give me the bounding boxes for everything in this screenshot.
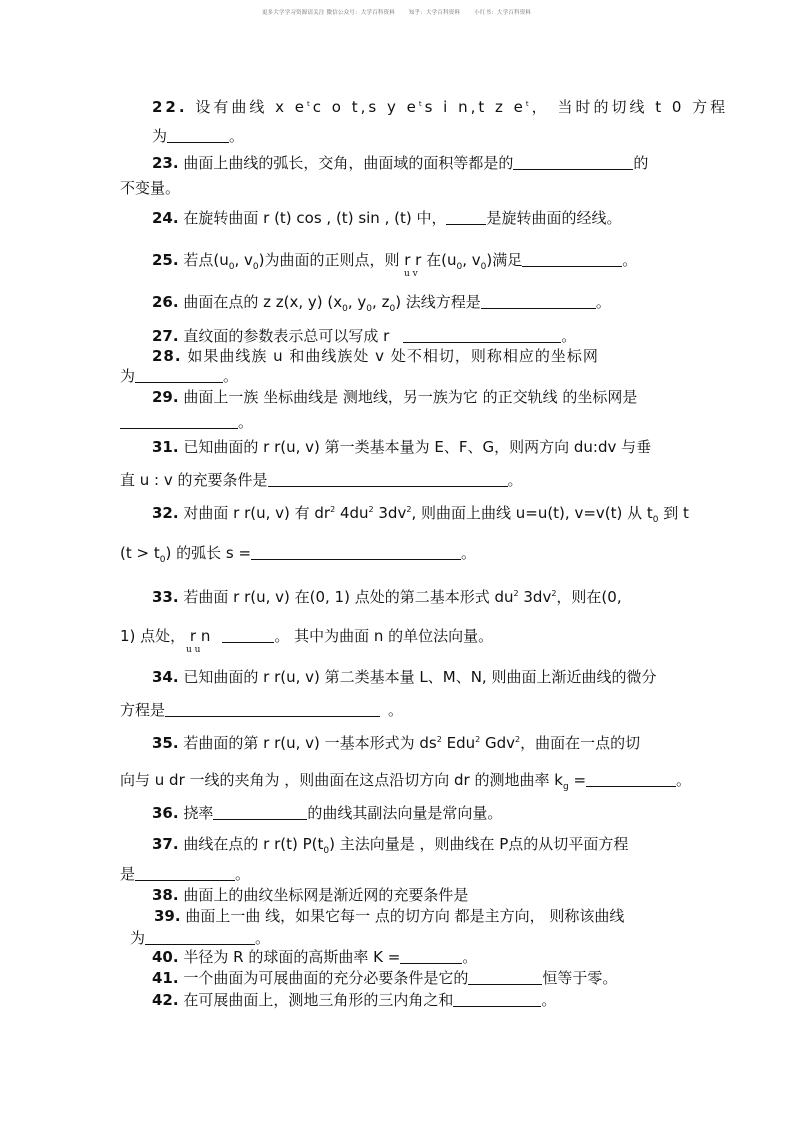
subscript: 0: [480, 262, 487, 272]
question-35-line1: [152, 730, 640, 753]
question-38: [152, 885, 468, 905]
question-text: 到 t: [658, 504, 689, 522]
question-34-line1: [152, 667, 656, 687]
question-text: 向与 u dr 一线的夹角为 ，则曲面在这点沿切方向 dr 的测地曲率 k: [120, 771, 563, 789]
answer-blank[interactable]: [145, 929, 255, 945]
answer-blank[interactable]: [403, 327, 561, 343]
subscript: 0: [652, 515, 659, 525]
question-23-line1: [152, 153, 648, 173]
question-text: 为: [130, 929, 146, 947]
superscript: 2: [515, 735, 521, 744]
question-number: 33.: [152, 588, 179, 606]
question-22-line1: [152, 94, 728, 117]
subscript: 0: [389, 304, 396, 314]
question-text: 设有曲线 x e: [195, 98, 308, 116]
question-text: 为: [152, 127, 168, 145]
superscript: t: [307, 100, 313, 108]
question-text: 是: [120, 865, 136, 883]
question-25: [152, 250, 637, 277]
question-text: 对曲面 r r(u, v) 有 dr: [183, 504, 331, 522]
question-text: 挠率: [183, 804, 214, 822]
header-part-2: 知乎：大学百科资料: [408, 10, 461, 16]
question-text: 。: [595, 293, 611, 311]
question-text: ) 法线方程是: [395, 293, 481, 311]
question-33-subscripts: u u: [186, 645, 201, 655]
question-text: Gdv: [480, 734, 515, 752]
header-part-3: 小红书：大学百科资料: [474, 10, 532, 16]
question-text: 在可展曲面上，测地三角形的三内角之和: [183, 991, 454, 1009]
question-text: 。: [676, 771, 692, 789]
question-text: 。 其中为曲面 n 的单位法向量。: [274, 627, 494, 645]
question-text: )为曲面的正则点，则 r r 在(u: [258, 251, 457, 269]
question-37-line2: [120, 864, 250, 884]
question-42: [152, 990, 556, 1010]
question-text: 半径为 R 的球面的高斯曲率 K =: [183, 948, 401, 966]
question-number: 37.: [152, 835, 179, 853]
question-number: 41.: [152, 969, 179, 987]
question-text: c o t,s y e: [312, 98, 419, 116]
question-31-line1: [152, 437, 651, 457]
subscript: 0: [323, 846, 330, 856]
question-text: 若点(u: [183, 251, 229, 269]
question-text: 的: [633, 154, 649, 172]
question-text: 。: [255, 929, 271, 947]
superscript: t: [525, 100, 532, 108]
question-text: 。: [507, 471, 523, 489]
question-text: ) 主法向量是 ，则曲线在 P点的从切平面方程: [329, 835, 629, 853]
question-31-line2: [120, 470, 523, 490]
question-text: 的曲线其副法向量是常向量。: [307, 804, 503, 822]
answer-blank[interactable]: [453, 991, 541, 1007]
question-33-line2: [120, 626, 493, 646]
answer-blank[interactable]: [513, 154, 633, 170]
question-23-line2: [120, 178, 180, 198]
question-32-line1: [152, 500, 689, 530]
question-text: 为: [120, 367, 136, 385]
question-text: 3dv: [518, 588, 552, 606]
question-text: =: [568, 771, 587, 789]
subscript: g: [562, 782, 569, 792]
question-text: 若曲面 r r(u, v) 在(0, 1) 点处的第二基本形式 du: [183, 588, 514, 606]
question-number: 28.: [152, 347, 182, 365]
answer-blank[interactable]: [222, 627, 274, 643]
question-text: 。: [223, 367, 239, 385]
question-text: s i n,t z e: [424, 98, 526, 116]
question-text: 1) 点处， r n: [120, 627, 211, 645]
question-text: 恒等于零。: [542, 969, 618, 987]
question-36: [152, 803, 502, 823]
question-text: 若曲面的第 r r(u, v) 一基本形式为 ds: [183, 734, 437, 752]
question-text: 已知曲面的 r r(u, v) 第一类基本量为 E、F、G，则两方向 du:dv 与垂: [183, 438, 652, 456]
question-text: , z: [372, 293, 390, 311]
question-text: )满足: [486, 251, 523, 269]
superscript: 2: [436, 735, 442, 744]
question-text: 3dv: [373, 504, 407, 522]
answer-blank[interactable]: [468, 969, 542, 985]
question-text: , 则曲面上曲线 u=u(t), v=v(t) 从 t: [411, 504, 653, 522]
question-29-line2: [120, 412, 253, 432]
answer-blank[interactable]: [135, 367, 223, 383]
page-header: [0, 8, 793, 16]
question-text: , v: [234, 251, 253, 269]
question-text: 直 u : v 的充要条件是: [120, 471, 268, 489]
question-34-line2: [120, 700, 403, 720]
question-text: 曲面上一族 坐标曲线是 测地线，另一族为它 的正交轨线 的坐标网是: [183, 388, 638, 406]
question-39-line2: [130, 928, 270, 948]
answer-blank[interactable]: [251, 544, 461, 560]
question-text: , y: [347, 293, 367, 311]
question-text: 曲面上一曲 线，如果它每一 点的切方向 都是主方向， 则称该曲线: [185, 907, 625, 925]
answer-blank[interactable]: [586, 771, 676, 787]
answer-blank[interactable]: [120, 413, 238, 429]
question-text: 。: [561, 327, 577, 345]
question-text: 。: [229, 127, 245, 145]
question-number: 22.: [152, 98, 188, 116]
subscript: 0: [159, 555, 166, 565]
question-27: [152, 326, 576, 346]
question-number: 40.: [152, 948, 179, 966]
question-text: ，曲面在一点的切: [520, 734, 641, 752]
question-text: 曲面上的曲纹坐标网是渐近网的充要条件是: [183, 886, 469, 904]
question-29-line1: [152, 387, 637, 407]
superscript: 2: [551, 589, 557, 598]
question-40: [152, 947, 477, 967]
question-number: 29.: [152, 388, 179, 406]
question-text: 。: [238, 413, 254, 431]
question-number: 39.: [154, 907, 181, 925]
question-text: 如果曲线族 u 和曲线族处 v 处不相切，则称相应的坐标网: [187, 347, 599, 365]
answer-blank[interactable]: [400, 948, 462, 964]
superscript: t: [418, 100, 425, 108]
question-number: 27.: [152, 327, 179, 345]
question-28-line1: [152, 346, 599, 366]
question-number: 25.: [152, 251, 179, 269]
question-number: 23.: [152, 154, 179, 172]
answer-blank[interactable]: [165, 701, 380, 717]
subscript: 0: [366, 304, 373, 314]
question-text: ) 的弧长 s =: [165, 544, 252, 562]
question-number: 38.: [152, 886, 179, 904]
question-text: 直纹面的参数表示总可以写成 r: [183, 327, 390, 345]
question-28-line2: [120, 366, 238, 386]
superscript: 2: [330, 505, 336, 514]
subscript: 0: [252, 262, 259, 272]
superscript: 2: [513, 589, 519, 598]
question-text: 。: [388, 701, 404, 719]
question-number: 32.: [152, 504, 179, 522]
question-41: [152, 968, 617, 988]
question-text: 。: [541, 991, 557, 1009]
question-text: 不变量。: [120, 179, 181, 197]
question-text: 4du: [335, 504, 369, 522]
question-text: 在旋转曲面 r (t) cos , (t) sin , (t) 中，: [183, 209, 447, 227]
question-text: 曲面上曲线的弧长，交角，曲面域的面积等都是的: [183, 154, 514, 172]
subscript: 0: [456, 262, 463, 272]
question-25-subscripts: u v: [404, 269, 418, 279]
superscript: 2: [368, 505, 374, 514]
header-part-1: 更多大学学习资源请关注 微信公众号：大学百科资料: [261, 10, 395, 16]
question-text: 。: [622, 251, 638, 269]
question-text: 曲面在点的 z z(x, y) (x: [183, 293, 343, 311]
question-22-line2: [152, 126, 244, 146]
answer-blank[interactable]: [268, 471, 508, 487]
question-number: 31.: [152, 438, 179, 456]
question-24: [152, 208, 621, 228]
question-number: 26.: [152, 293, 179, 311]
question-text: ， 当时的切线 t 0 方程: [531, 98, 729, 116]
subscript: 0: [228, 262, 235, 272]
question-text: 曲线在点的 r r(t) P(t: [183, 835, 324, 853]
superscript: 2: [406, 505, 412, 514]
question-text: 。: [462, 948, 478, 966]
question-33-line1: [152, 584, 622, 607]
question-32-line2: [120, 543, 476, 570]
superscript: 2: [475, 735, 481, 744]
question-text: Edu: [441, 734, 476, 752]
question-35-line2: [120, 770, 691, 797]
question-number: 36.: [152, 804, 179, 822]
question-26: [152, 292, 611, 319]
answer-blank[interactable]: [522, 251, 622, 267]
question-number: 35.: [152, 734, 179, 752]
answer-blank[interactable]: [135, 865, 235, 881]
question-text: (t > t: [120, 544, 160, 562]
question-text: 方程是: [120, 701, 166, 719]
question-number: 42.: [152, 991, 179, 1009]
answer-blank[interactable]: [446, 209, 486, 225]
answer-blank[interactable]: [481, 293, 596, 309]
question-text: 一个曲面为可展曲面的充分必要条件是它的: [183, 969, 469, 987]
question-37-line1: [152, 834, 628, 861]
question-number: 34.: [152, 668, 179, 686]
question-number: 24.: [152, 209, 179, 227]
question-text: 已知曲面的 r r(u, v) 第二类基本量 L、M、N, 则曲面上渐近曲线的微分: [183, 668, 657, 686]
question-39-line1: [154, 906, 624, 926]
question-text: 。: [235, 865, 251, 883]
question-text: , v: [462, 251, 481, 269]
answer-blank[interactable]: [167, 127, 229, 143]
answer-blank[interactable]: [213, 804, 307, 820]
question-text: 。: [461, 544, 477, 562]
question-text: 是旋转曲面的经线。: [486, 209, 622, 227]
question-text: ，则在(0,: [556, 588, 622, 606]
subscript: 0: [342, 304, 348, 314]
